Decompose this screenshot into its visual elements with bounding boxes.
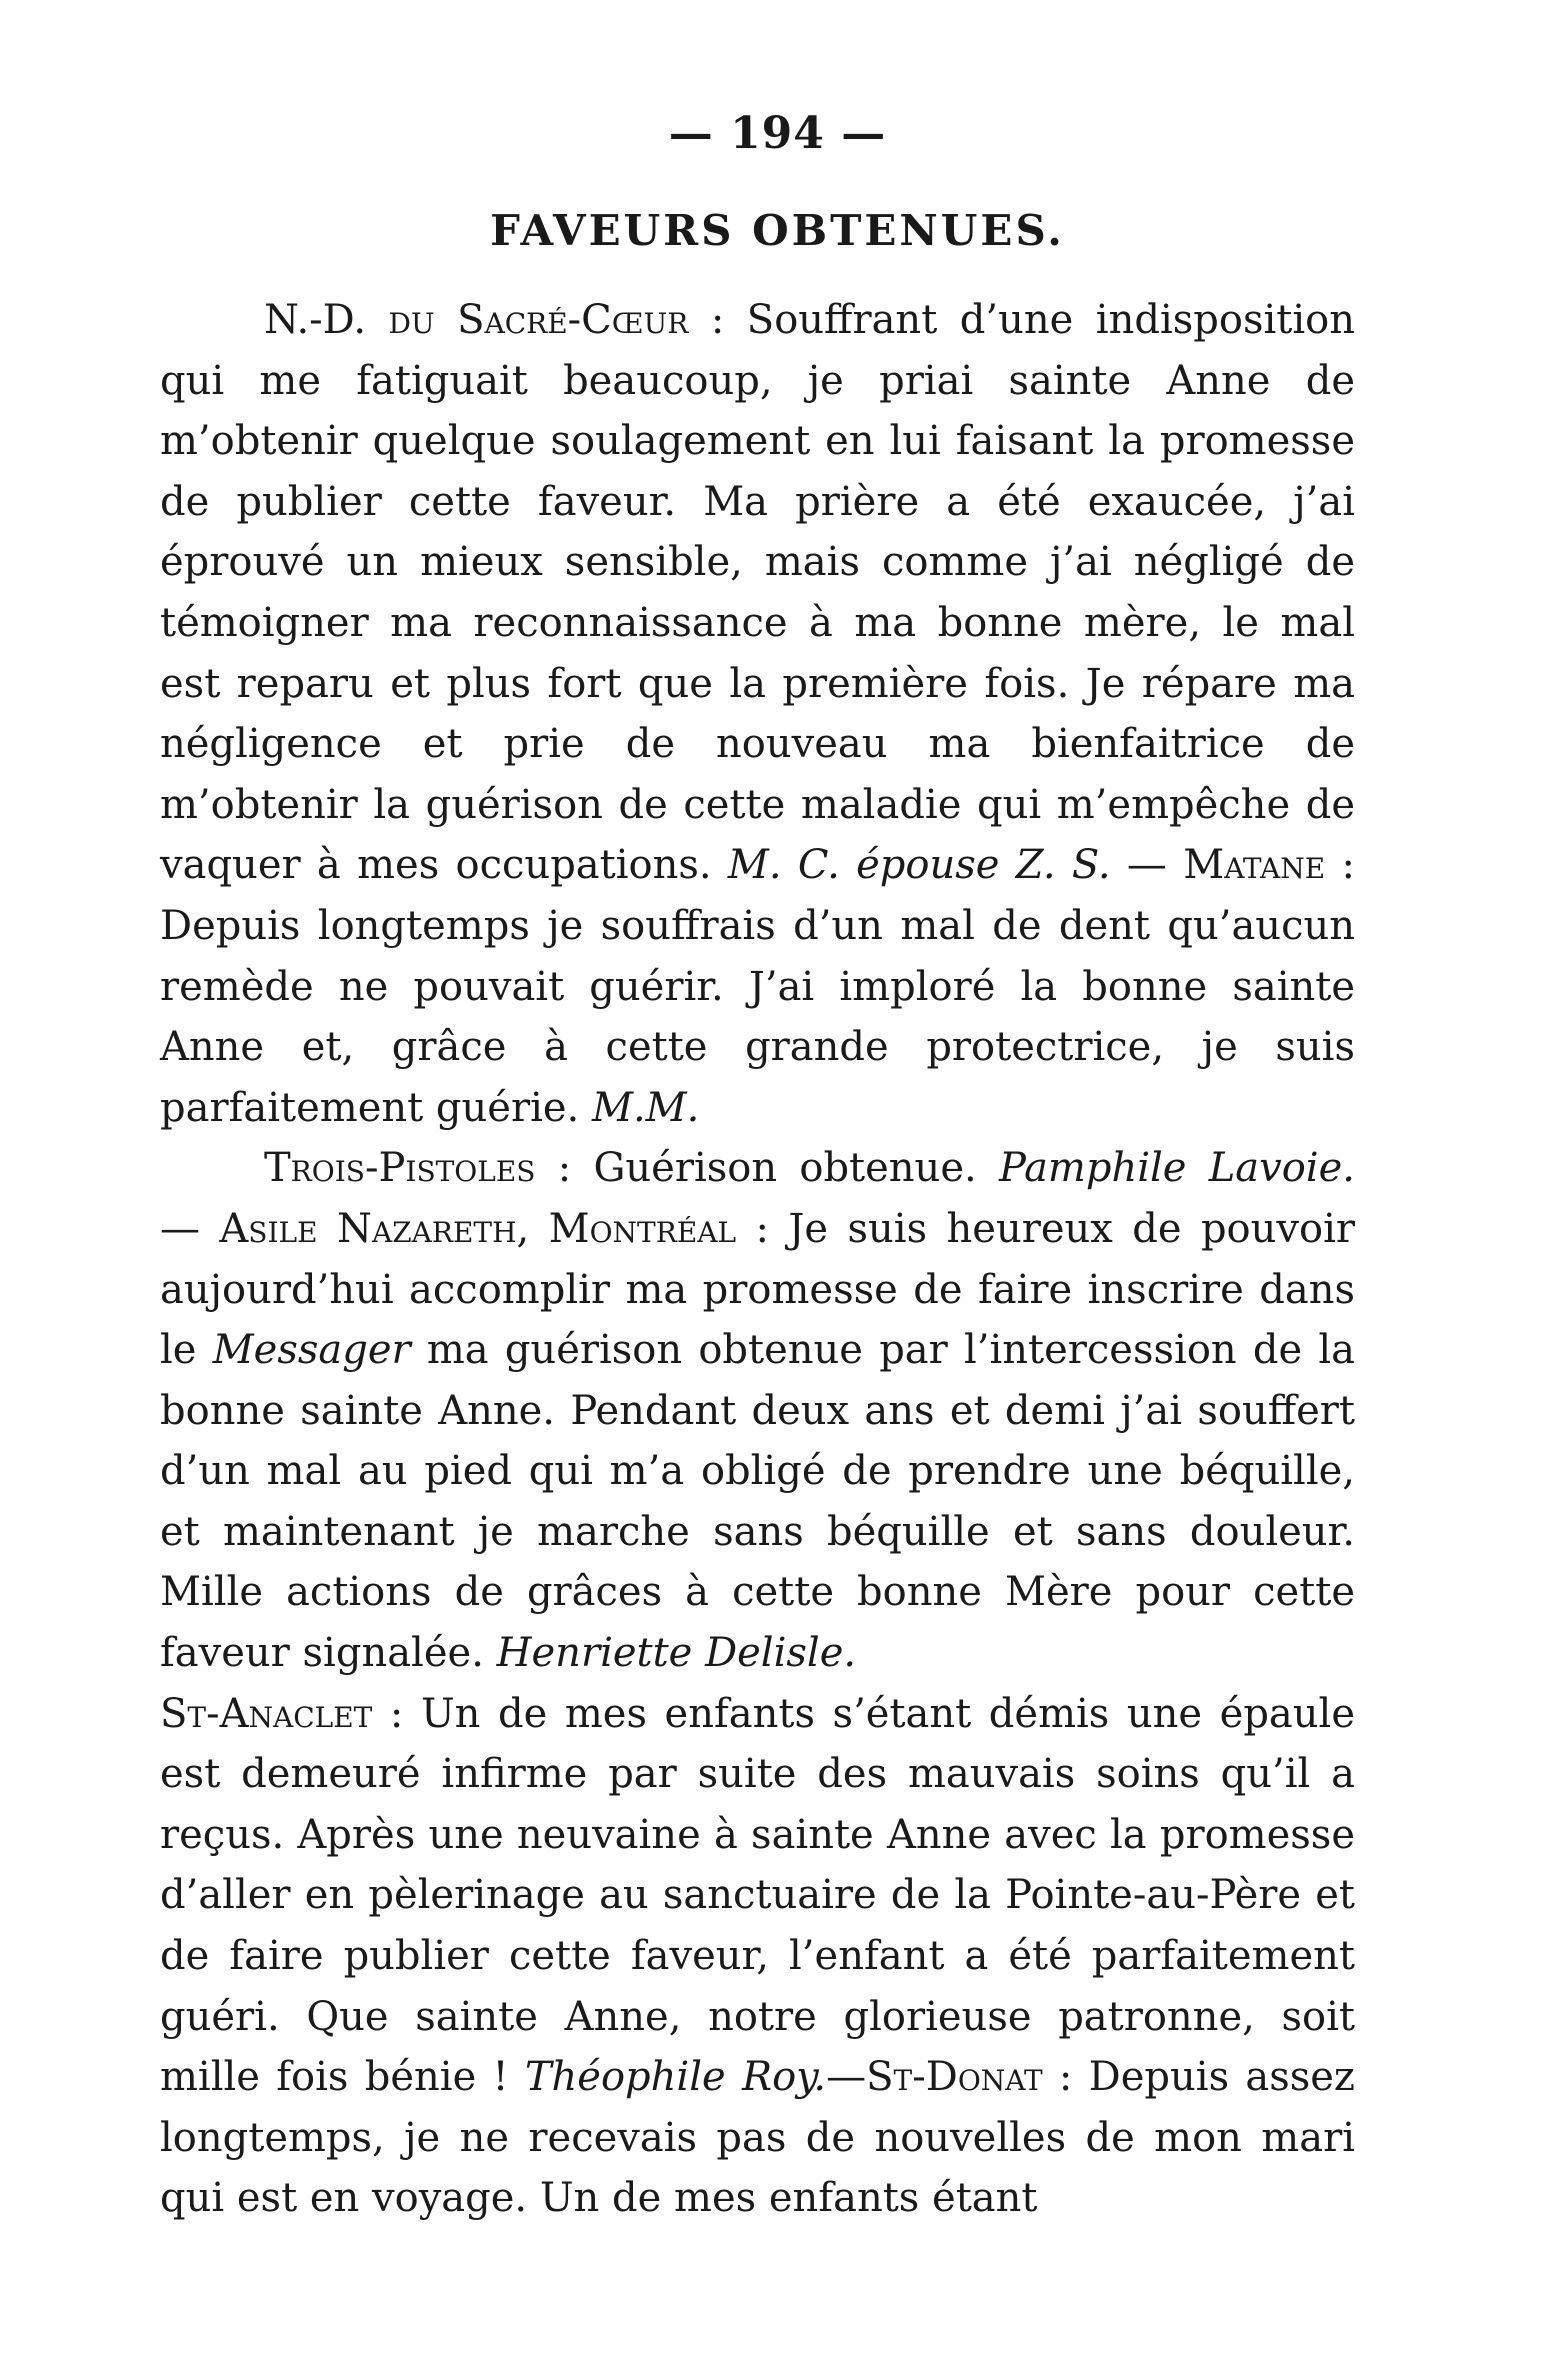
text-segment: ma guérison obtenue par l’intercession de la bonne sainte Anne. Pendant deux ans et demi j’ai souffert d’un mal au pied qui m’a obligé de prendre une béquille, et maintenant je marche sans béquille et sans douleur. Mille actions de grâces à cette bonne Mère pour cette faveur signalée. (160, 1327, 1356, 1677)
dash: — (160, 1205, 220, 1252)
signature: Pamphile Lavoie. (998, 1145, 1355, 1192)
paragraph (160, 1138, 1355, 1683)
signature: M.M. (591, 1084, 700, 1131)
text-segment: : Depuis longtemps je souffrais d’un mal de dent qu’aucun remède ne pouvait guérir. J’ai imploré la bonne sainte Anne et, grâce à cette grande protectrice, je suis parfaitement guérie. (160, 842, 1355, 1131)
place-name: Matane (1183, 842, 1326, 889)
place-name: Trois-Pistoles (264, 1145, 536, 1192)
body-text (160, 290, 1355, 2229)
text-segment: N.-D. (264, 297, 389, 343)
text-segment: : Depuis assez longtemps, je ne recevais pas de nouvelles de mon mari qui est en voyage. Un de mes enfants étant (160, 2054, 1356, 2222)
text-segment: : Souffrant d’une indisposition qui me fatiguait beaucoup, je priai sainte Anne de m’obtenir quelque soulagement en lui faisant la promesse de publier cette faveur. Ma prière a été exaucée, j’ai éprouvé un mieux sensible, mais comme j’ai négligé de témoigner ma reconnaissance à ma bonne mère, le mal est reparu et plus fort que la première fois. Je répare ma négligence et prie de nouveau ma bienfaitrice de m’obtenir la guérison de cette maladie qui m’empêche de vaquer à mes occupations. (160, 297, 1355, 889)
place-name: St-Donat (866, 2054, 1043, 2101)
paragraph (160, 290, 1355, 1138)
place-name: du Sacré-Cœur (388, 297, 689, 343)
place-name: Asile Nazareth, Montréal (219, 1205, 737, 1252)
place-name: St-Anaclet (160, 1690, 373, 1737)
dash: — (1110, 842, 1184, 889)
paragraph (160, 1684, 1355, 2229)
publication-title: Messager (212, 1327, 411, 1374)
signature: Théophile Roy. (524, 2054, 827, 2101)
signature: Henriette Delisle. (496, 1630, 857, 1677)
text-segment: : Un de mes enfants s’étant démis une épaule est demeuré infirme par suite des mauvais soins qu’il a reçus. Après une neuvaine à sainte Anne avec la promesse d’aller en pèlerinage au sanctuaire de la Pointe-au-Père et de faire publier cette faveur, l’enfant a été parfaitement guéri. Que sainte Anne, notre glorieuse patronne, soit mille fois bénie ! (160, 1690, 1355, 2101)
dash: — (826, 2054, 867, 2101)
signature: M. C. épouse Z. S. (727, 842, 1111, 889)
page-number: — 194 — (668, 108, 887, 159)
page-title: FAVEURS OBTENUES. (490, 206, 1065, 255)
text-segment: : Je suis heureux de pouvoir aujourd’hui accomplir ma promesse de faire inscrire dans le (160, 1205, 1355, 1374)
text-segment: : Guérison obtenue. (535, 1145, 999, 1192)
